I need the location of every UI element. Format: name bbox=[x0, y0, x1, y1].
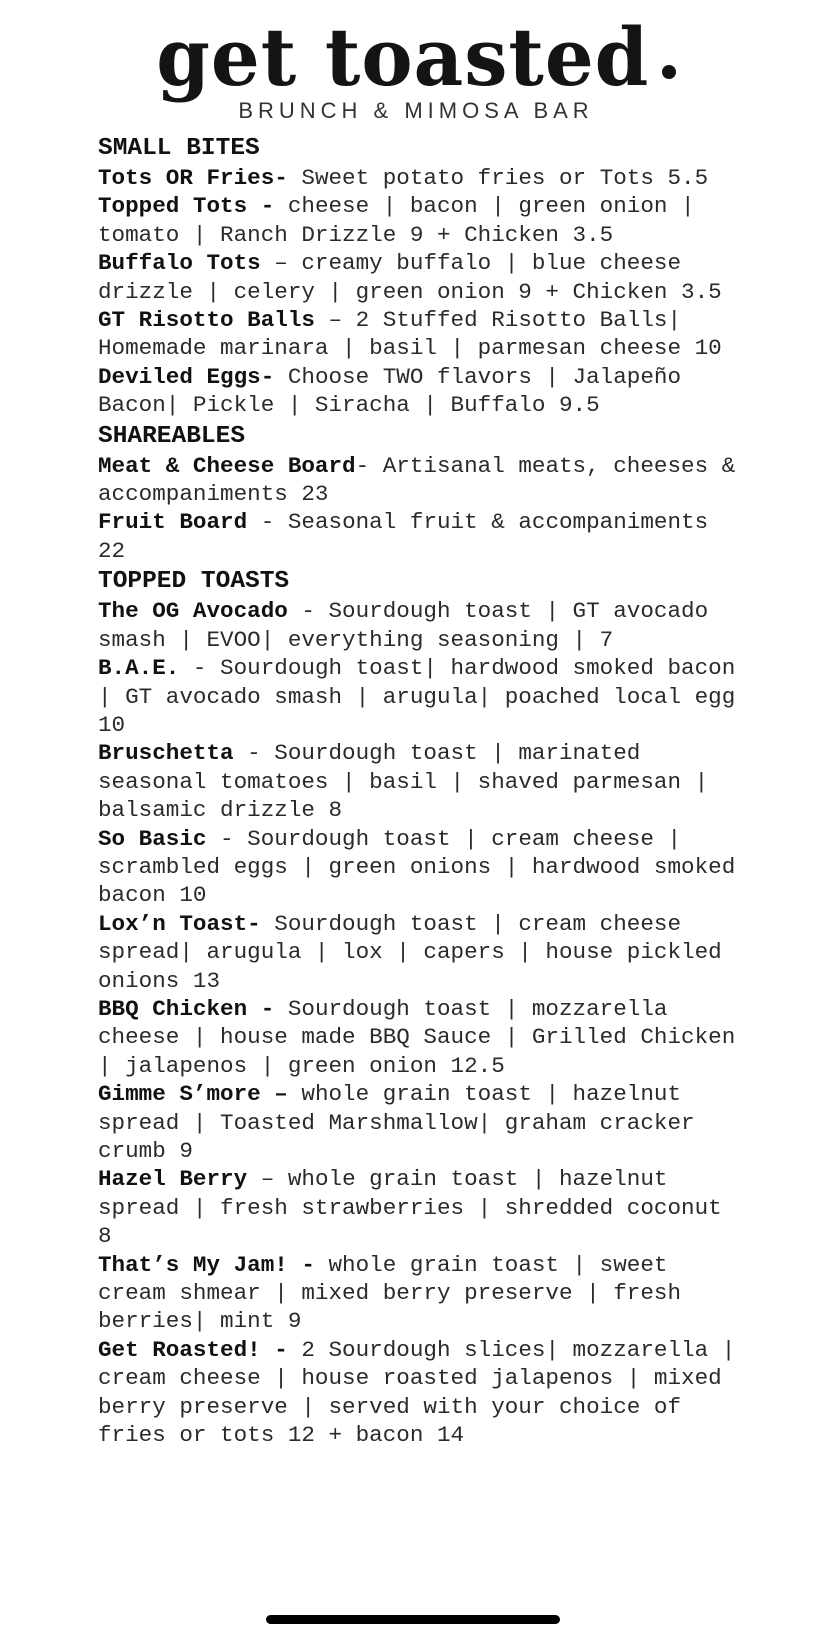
item-description: whole grain toast | sweet cream shmear | mixed berry preserve | fresh berries| mint 9 bbox=[98, 1251, 682, 1335]
menu-item bbox=[98, 1336, 738, 1450]
item-description: 2 Sourdough slices| mozzarella | cream cheese | house roasted jalapenos | mixed berry preserve | served with your choice of fries or tots 12 + bacon 14 bbox=[98, 1336, 736, 1449]
item-description: - Seasonal fruit & accompaniments 22 bbox=[98, 509, 709, 564]
item-description: - Sourdough toast | marinated seasonal tomatoes | basil | shaved parmesan | balsamic drizzle 8 bbox=[98, 740, 709, 824]
item-name: Buffalo Tots bbox=[98, 250, 261, 277]
section-small-bites bbox=[98, 134, 738, 420]
home-indicator[interactable] bbox=[266, 1615, 560, 1624]
logo-title: get toasted bbox=[156, 10, 650, 104]
item-description: - Sourdough toast | cream cheese | scrambled eggs | green onions | hardwood smoked bacon 10 bbox=[98, 825, 736, 909]
item-description: - Sourdough toast | GT avocado smash | EVOO| everything seasoning | 7 bbox=[98, 598, 709, 653]
item-name: Tots OR Fries- bbox=[98, 165, 288, 191]
item-name: Deviled Eggs- bbox=[98, 363, 275, 390]
menu-item bbox=[98, 164, 738, 192]
item-name: Lox’n Toast- bbox=[98, 910, 261, 937]
item-name: Topped Tots - bbox=[98, 193, 275, 220]
menu-item bbox=[98, 910, 738, 995]
item-name: Gimme S’more – bbox=[98, 1081, 288, 1108]
section-topped-toasts bbox=[98, 567, 738, 1449]
item-name: Hazel Berry bbox=[98, 1166, 248, 1193]
item-name: B.A.E. bbox=[98, 655, 180, 682]
item-description: Sweet potato fries or Tots 5.5 bbox=[287, 165, 709, 191]
menu-item bbox=[98, 249, 738, 306]
logo bbox=[0, 10, 822, 105]
item-description: Choose TWO flavors | Jalapeño Bacon| Pickle | Siracha | Buffalo 9.5 bbox=[98, 363, 682, 419]
menu-item bbox=[98, 452, 738, 509]
menu-item bbox=[98, 654, 738, 739]
section-title: SMALL BITES bbox=[98, 135, 260, 162]
item-name: The OG Avocado bbox=[98, 598, 288, 625]
menu-item bbox=[98, 597, 738, 654]
menu-item bbox=[98, 192, 738, 249]
item-description: - Artisanal meats, cheeses & accompaniments 23 bbox=[98, 452, 736, 508]
section-shareables bbox=[98, 422, 738, 566]
item-name: BBQ Chicken - bbox=[98, 995, 275, 1022]
item-description: – whole grain toast | hazelnut spread | fresh strawberries | shredded coconut 8 bbox=[98, 1166, 722, 1250]
item-name: GT Risotto Balls bbox=[98, 307, 315, 334]
item-description: Sourdough toast | cream cheese spread| arugula | lox | capers | house pickled onions 13 bbox=[98, 910, 722, 994]
item-description: Sourdough toast | mozzarella cheese | house made BBQ Sauce | Grilled Chicken | jalapenos | green onion 12.5 bbox=[98, 995, 736, 1079]
item-description: - Sourdough toast| hardwood smoked bacon | GT avocado smash | arugula| poached local egg 10 bbox=[98, 655, 736, 738]
menu-item bbox=[98, 825, 738, 910]
item-name: Bruschetta bbox=[98, 740, 234, 767]
menu bbox=[98, 132, 738, 1449]
item-name: So Basic bbox=[98, 825, 207, 852]
menu-item bbox=[98, 508, 738, 565]
item-name: Meat & Cheese Board bbox=[98, 452, 356, 479]
item-name: Fruit Board bbox=[98, 509, 248, 536]
menu-item bbox=[98, 306, 738, 363]
item-description: whole grain toast | hazelnut spread | Toasted Marshmallow| graham cracker crumb 9 bbox=[98, 1081, 695, 1164]
menu-item bbox=[98, 995, 738, 1080]
menu-item bbox=[98, 739, 738, 824]
menu-item bbox=[98, 1080, 738, 1165]
logo-subtitle: BRUNCH & MIMOSA BAR bbox=[238, 98, 594, 123]
menu-item bbox=[98, 363, 738, 420]
section-title: TOPPED TOASTS bbox=[98, 568, 290, 596]
item-description: cheese | bacon | green onion | tomato | Ranch Drizzle 9 + Chicken 3.5 bbox=[98, 193, 695, 248]
section-title: SHAREABLES bbox=[98, 422, 246, 450]
item-description: – 2 Stuffed Risotto Balls| Homemade marinara | basil | parmesan cheese 10 bbox=[98, 307, 722, 362]
item-name: That’s My Jam! - bbox=[98, 1251, 315, 1278]
item-description: – creamy buffalo | blue cheese drizzle | celery | green onion 9 + Chicken 3.5 bbox=[98, 250, 722, 305]
logo-dot-icon bbox=[662, 65, 676, 79]
menu-item bbox=[98, 1165, 738, 1250]
item-name: Get Roasted! - bbox=[98, 1336, 288, 1363]
menu-item bbox=[98, 1251, 738, 1336]
